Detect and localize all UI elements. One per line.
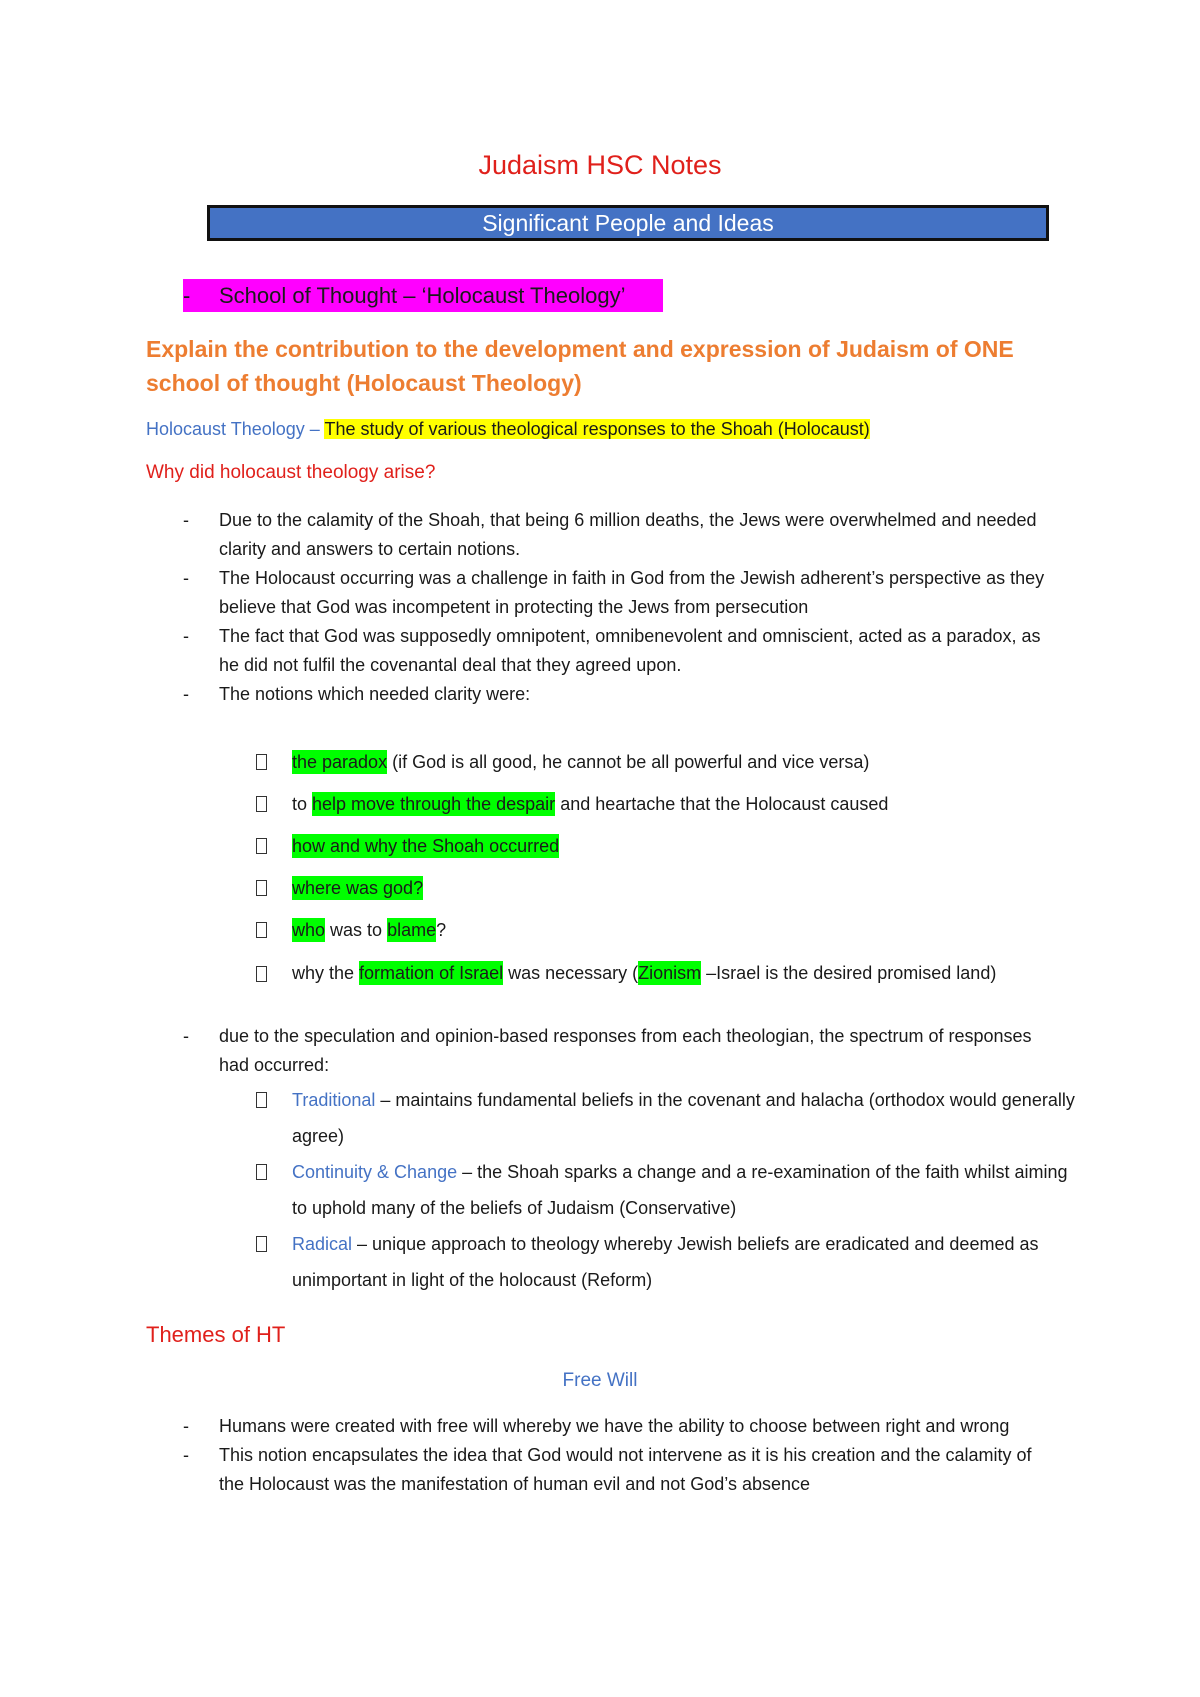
reasons-list [183, 506, 1053, 709]
bullet-dash: - [183, 510, 189, 530]
response-text: – maintains fundamental beliefs in the covenant and halacha (orthodox would generally agree) [292, 1090, 1075, 1146]
why-heading: Why did holocaust theology arise? [146, 462, 436, 483]
square-bullet-icon [256, 1236, 267, 1252]
list-item [183, 506, 1053, 564]
holocaust-theology-definition [146, 416, 870, 442]
notion-text: and heartache that the Holocaust caused [555, 794, 889, 814]
spectrum-list [183, 1022, 1053, 1080]
themes-heading: Themes of HT [146, 1322, 286, 1347]
square-bullet-icon [256, 922, 267, 938]
list-item [183, 680, 1053, 709]
square-bullet-icon [256, 796, 267, 812]
highlight-text: blame [387, 920, 437, 940]
highlight-text: the paradox [292, 752, 388, 772]
highlight-text: who [292, 920, 326, 940]
bullet-text: due to the speculation and opinion-based responses from each theologian, the spectrum of responses had occurred: [219, 1026, 1032, 1075]
notion-text: –Israel is the desired promised land) [701, 963, 997, 983]
response-text: – unique approach to theology whereby Jewish beliefs are eradicated and deemed as unimportant in light of the holocaust (Reform) [292, 1234, 1039, 1290]
list-item [256, 1154, 1082, 1226]
response-label: Continuity & Change [292, 1162, 458, 1182]
square-bullet-icon [256, 838, 267, 854]
list-item [183, 1022, 1053, 1080]
list-item [183, 622, 1053, 680]
highlight-text: help move through the despair [312, 794, 556, 814]
list-item [183, 1441, 1053, 1499]
bullet-dash: - [183, 1445, 189, 1465]
response-label: Radical [292, 1234, 353, 1254]
ht-label: Holocaust Theology – [146, 419, 320, 439]
bullet-text: Due to the calamity of the Shoah, that being 6 million deaths, the Jews were overwhelmed and needed clarity and answers to certain notions. [219, 510, 1037, 559]
notion-text: was to [325, 920, 388, 940]
bullet-dash: - [183, 626, 189, 646]
list-item [256, 870, 1082, 906]
ht-definition-text: The study of various theological responses to the Shoah (Holocaust) [324, 419, 870, 439]
explain-heading: Explain the contribution to the development and expression of Judaism of ONE school of thought (Holocaust Theology) [146, 336, 1014, 396]
bullet-text: The Holocaust occurring was a challenge in faith in God from the Jewish adherent’s perspective as they believe that God was incompetent in protecting the Jews from persecution [219, 568, 1045, 617]
list-item [256, 828, 1082, 864]
free-will-list [183, 1412, 1053, 1499]
section-banner: Significant People and Ideas [207, 205, 1049, 241]
bullet-dash: - [183, 1416, 189, 1436]
notion-text: why the [292, 963, 360, 983]
response-text: – the Shoah sparks a change and a re-examination of the faith whilst aiming to uphold many of the beliefs of Judaism (Conservative) [292, 1162, 1068, 1218]
bullet-text: This notion encapsulates the idea that God would not intervene as it is his creation and the calamity of the Holocaust was the manifestation of human evil and not God’s absence [219, 1445, 1032, 1494]
notion-text: to [292, 794, 313, 814]
notion-text: (if God is all good, he cannot be all powerful and vice versa) [387, 752, 870, 772]
list-item [256, 744, 1082, 780]
highlight-text: how and why the Shoah occurred [292, 836, 560, 856]
list-item [183, 1412, 1053, 1441]
square-bullet-icon [256, 1092, 267, 1108]
square-bullet-icon [256, 880, 267, 896]
bullet-text: The notions which needed clarity were: [219, 684, 531, 704]
square-bullet-icon [256, 754, 267, 770]
bullet-text: Humans were created with free will whereby we have the ability to choose between right and wrong [219, 1416, 1010, 1436]
list-item [256, 956, 1082, 990]
bullet-dash: - [183, 568, 189, 588]
school-dash: - [183, 283, 191, 308]
list-item [256, 1082, 1082, 1154]
list-item [256, 912, 1082, 948]
highlight-text: formation of Israel [359, 963, 504, 983]
bullet-text: The fact that God was supposedly omnipotent, omnibenevolent and omniscient, acted as a paradox, as he did not fulfil the covenantal deal that they agreed upon. [219, 626, 1041, 675]
bullet-dash: - [183, 1026, 189, 1046]
free-will-heading: Free Will [562, 1370, 638, 1391]
school-of-thought-heading [183, 279, 663, 312]
school-text: School of Thought – ‘Holocaust Theology’ [219, 283, 626, 308]
highlight-text: Zionism [638, 963, 702, 983]
square-bullet-icon [256, 966, 267, 982]
list-item [183, 564, 1053, 622]
document-title: Judaism HSC Notes [478, 150, 722, 180]
list-item [256, 786, 1082, 822]
notion-text: ? [436, 920, 447, 940]
bullet-dash: - [183, 684, 189, 704]
list-item [256, 1226, 1082, 1298]
notion-text: was necessary ( [503, 963, 639, 983]
square-bullet-icon [256, 1164, 267, 1180]
response-label: Traditional [292, 1090, 376, 1110]
highlight-text: where was god? [292, 878, 424, 898]
